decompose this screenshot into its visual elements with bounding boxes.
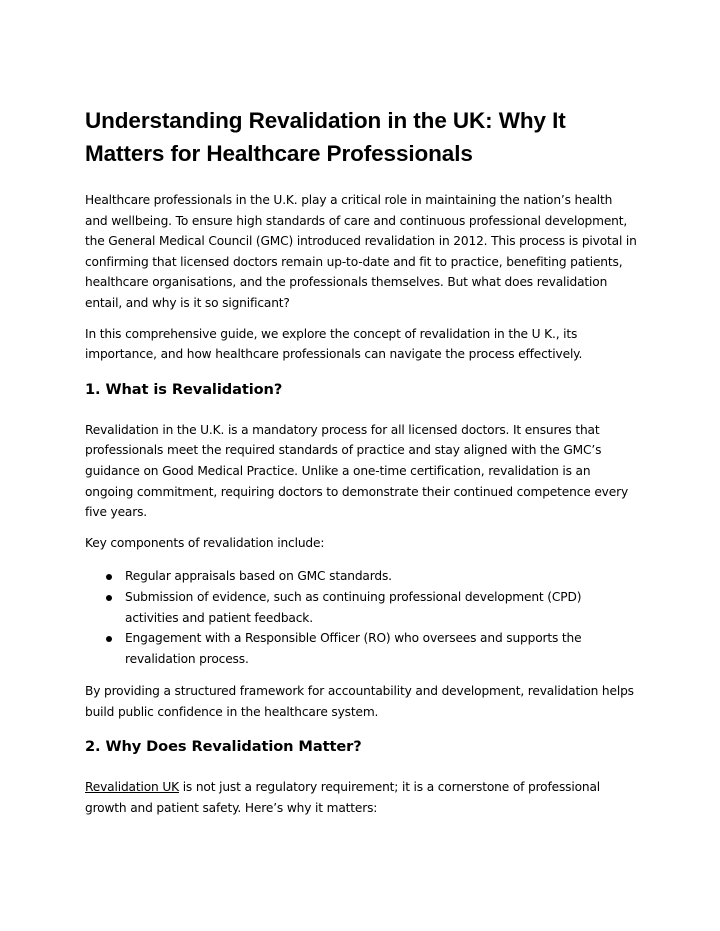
list-item	[85, 587, 637, 628]
section-closing-paragraph: By providing a structured framework for accountability and development, revalidation helps build public confidence in the healthcare system.	[85, 684, 634, 719]
list-item-text: Regular appraisals based on GMC standards.	[125, 569, 392, 584]
intro-paragraph: Healthcare professionals in the U.K. play a critical role in maintaining the nation’s health and wellbeing. To ensure high standards of care and continuous professional development, the General Medical Council (GMC) introduced revalidation in 2012. This process is pivotal in confirming that licensed doctors remain up-to-date and fit to practice, benefiting patients, healthcare organisations, and the professionals themselves. But what does revalidation entail, and why is it so significant?	[85, 193, 637, 310]
list-item	[85, 566, 637, 587]
bullet-icon	[106, 595, 112, 601]
list-item	[85, 628, 637, 669]
bullet-icon	[106, 574, 112, 580]
document-content	[85, 104, 637, 829]
list-intro: Key components of revalidation include:	[85, 535, 325, 550]
key-components-list	[85, 566, 637, 669]
intro-paragraph: In this comprehensive guide, we explore the concept of revalidation in the U K., its importance, and how healthcare professionals can navigate the process effectively.	[85, 326, 583, 362]
paragraph-text: is not just a regulatory requirement; it is a cornerstone of professional growth and patient safety. Here’s why it matters:	[85, 780, 601, 816]
section-heading-why-it-matters: 2. Why Does Revalidation Matter?	[85, 738, 362, 756]
list-item-text: Engagement with a Responsible Officer (RO) who oversees and supports the revalidation process.	[125, 631, 582, 666]
section-paragraph: Revalidation in the U.K. is a mandatory process for all licensed doctors. It ensures that professionals meet the required standards of practice and stay aligned with the GMC’s guidance on Good Medical Practice. Unlike a one-time certification, revalidation is an ongoing commitment, requiring doctors to demonstrate their continued competence every five years.	[85, 422, 629, 520]
section-paragraph	[85, 777, 637, 818]
document-title: Understanding Revalidation in the UK: Why It Matters for Healthcare Professionals	[85, 108, 566, 166]
section-heading-what-is-revalidation: 1. What is Revalidation?	[85, 380, 283, 398]
revalidation-uk-link[interactable]: Revalidation UK	[85, 780, 179, 795]
list-item-text: Submission of evidence, such as continuing professional development (CPD) activities and patient feedback.	[125, 589, 582, 625]
bullet-icon	[106, 636, 112, 642]
